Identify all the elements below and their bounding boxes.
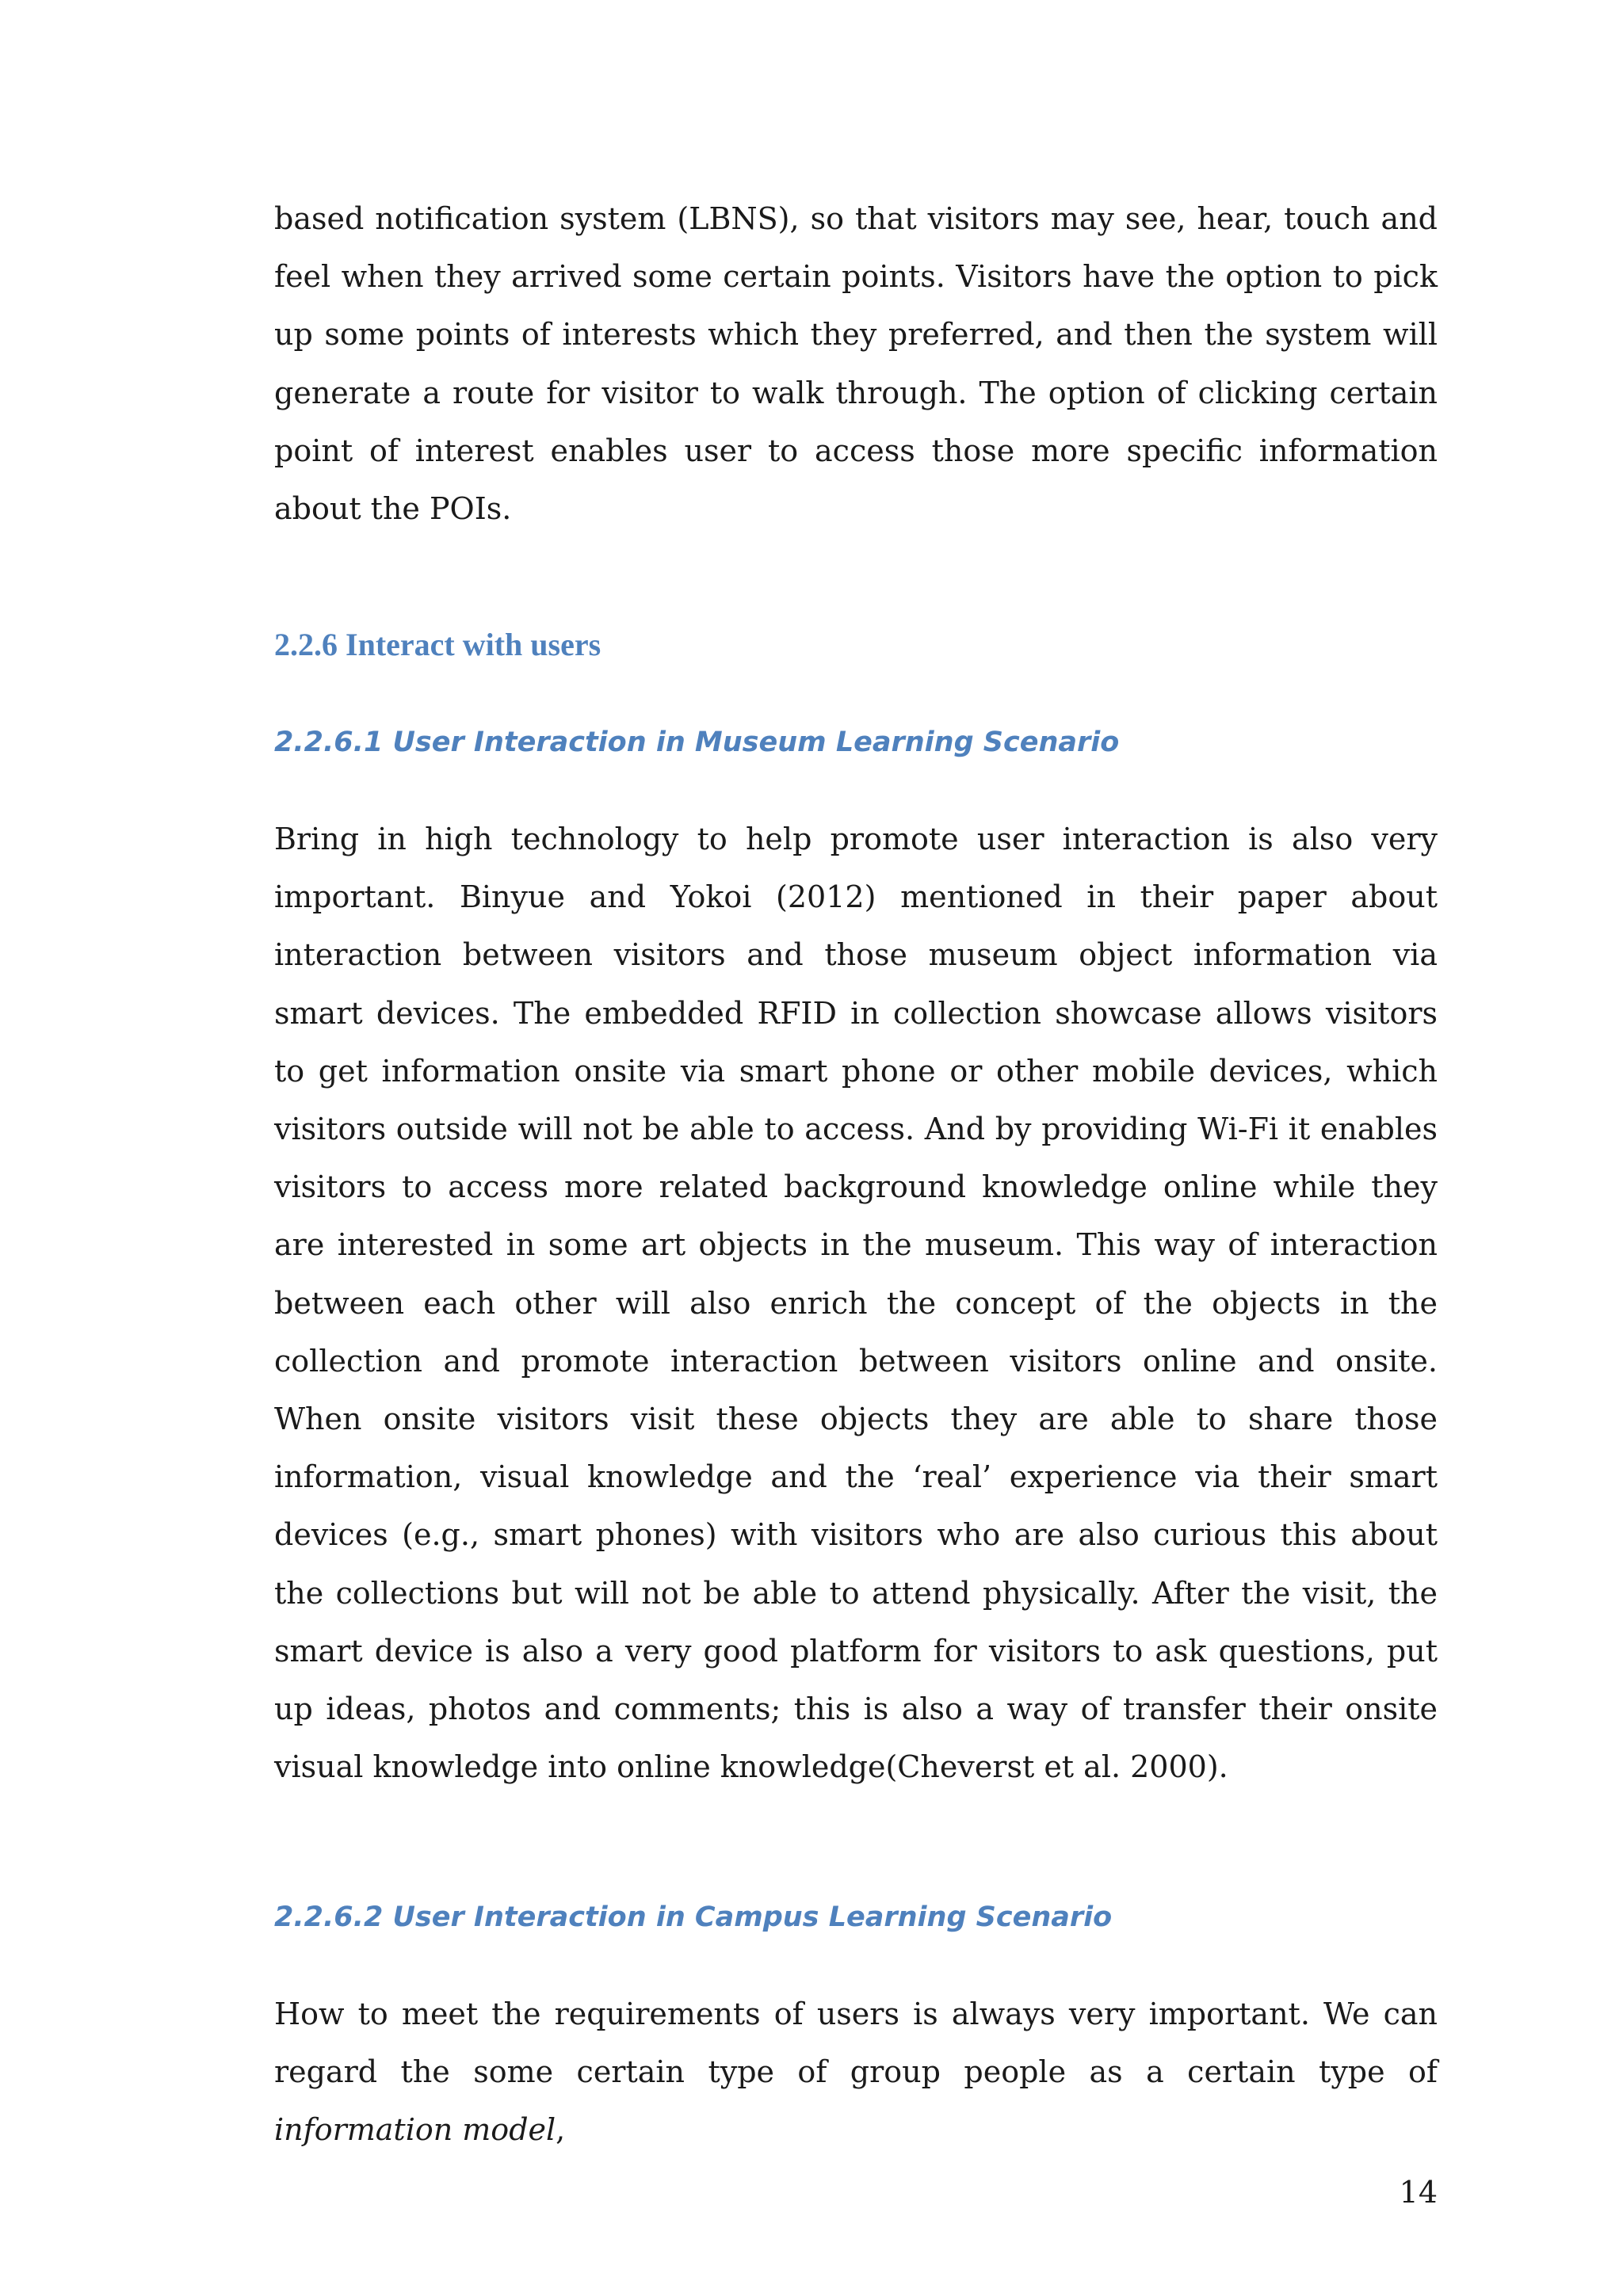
paragraph-campus-interaction bbox=[274, 1985, 1438, 2160]
subsection-heading-campus-learning: 2.2.6.2 User Interaction in Campus Learning Scenario bbox=[274, 1901, 1113, 1933]
paragraph-lbns-intro: based notification system (LBNS), so that visitors may see, hear, touch and feel when they arrived some certain points. Visitors have the option to pick up some points of interests which they preferred, and then the system will generate a route for visitor to walk through. The option of clicking certain point of interest enables user to access those more specific information about the POIs. bbox=[274, 201, 1438, 527]
section-heading-interact-with-users: 2.2.6 Interact with users bbox=[274, 627, 601, 662]
page-number: 14 bbox=[1399, 2175, 1438, 2210]
subsection-heading-museum-learning: 2.2.6.1 User Interaction in Museum Learning Scenario bbox=[274, 727, 1120, 758]
paragraph-campus-text: How to meet the requirements of users is always very important. We can regard the some certain type of group people as a certain type of bbox=[274, 1997, 1438, 2090]
paragraph-museum-interaction: Bring in high technology to help promote user interaction is also very important. Binyue and Yokoi (2012) mentioned in their paper about interaction between visitors and those museum object information via smart devices. The embedded RFID in collection showcase allows visitors to get information onsite via smart phone or other mobile devices, which visitors outside will not be able to access. And by providing Wi-Fi it enables visitors to access more related background knowledge online while they are interested in some art objects in the museum. This way of interaction between each other will also enrich the concept of the objects in the collection and promote interaction between visitors online and onsite. When onsite visitors visit these objects they are able to share those information, visual knowledge and the ‘real’ experience via their smart devices (e.g., smart phones) with visitors who are also curious this about the collections but will not be able to attend physically. After the visit, the smart device is also a very good platform for visitors to ask questions, put up ideas, photos and comments; this is also a way of transfer their onsite visual knowledge into online knowledge(Cheverst et al. 2000). bbox=[274, 822, 1438, 1785]
paragraph-campus-punct: , bbox=[556, 2112, 566, 2148]
emphasis-information-model: information model bbox=[274, 2112, 556, 2148]
